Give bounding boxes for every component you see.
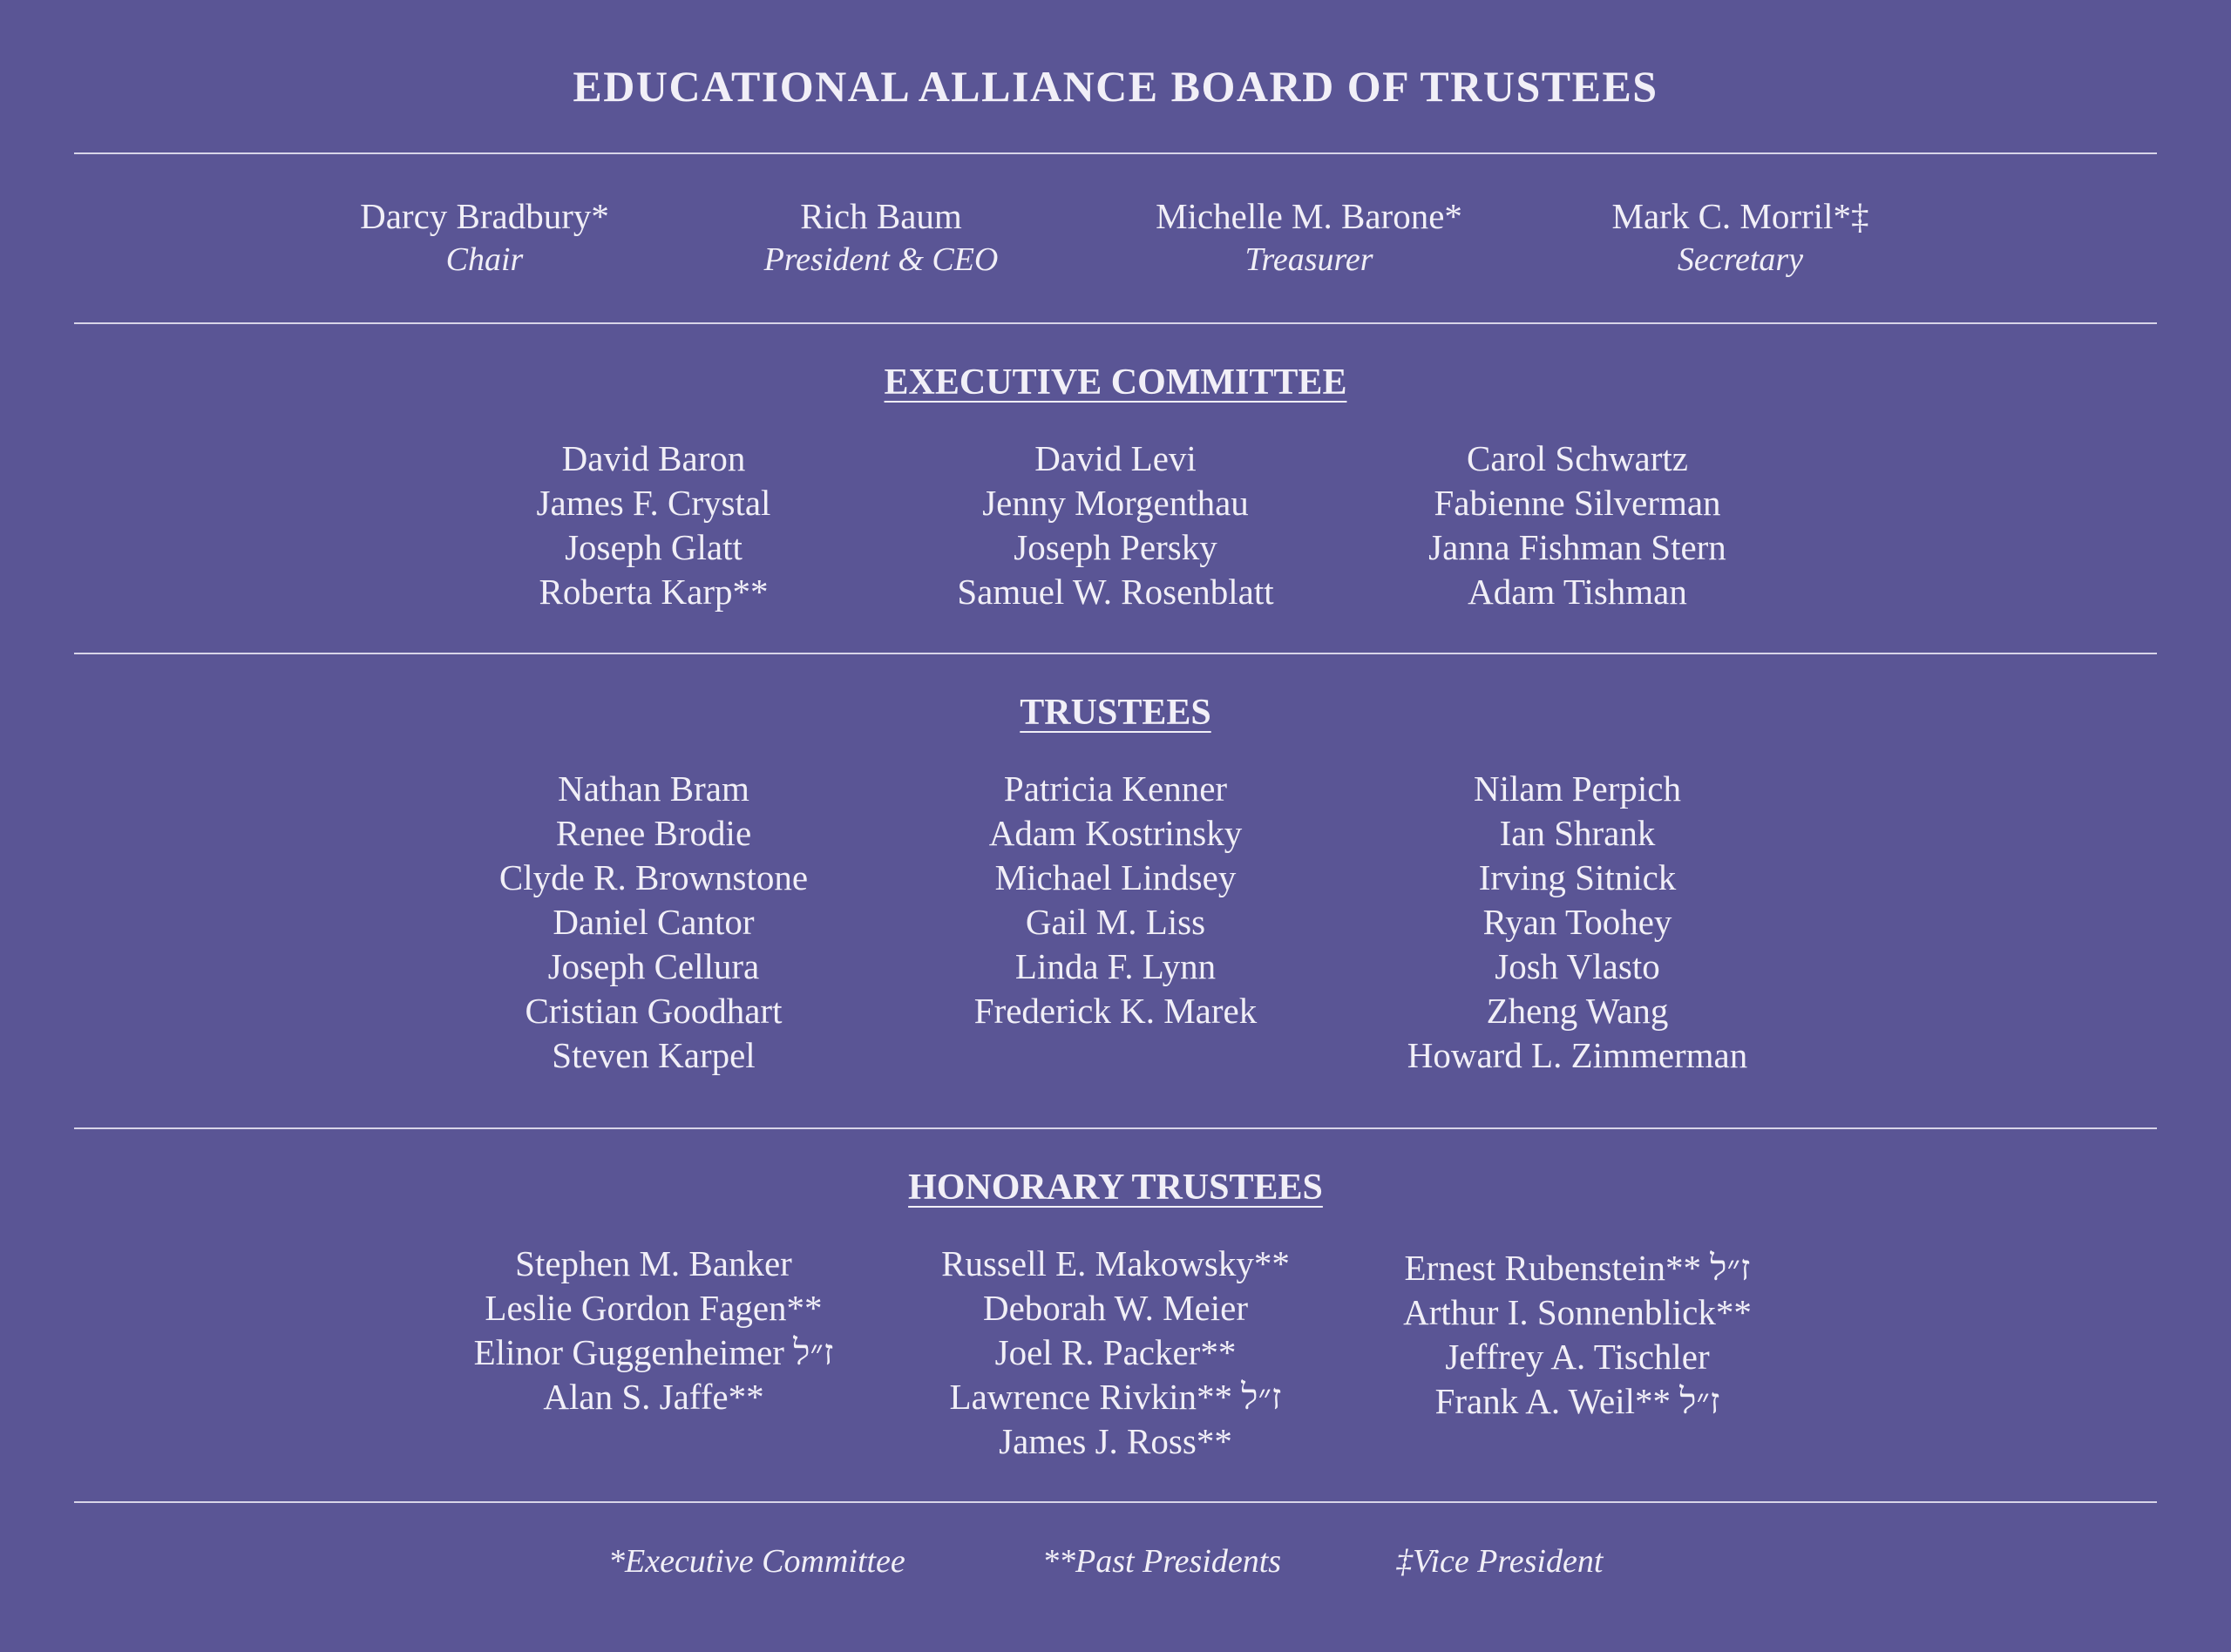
member-name: Frederick K. Marek bbox=[973, 991, 1258, 1031]
member-name: Joseph Persky bbox=[1014, 527, 1217, 567]
member-name: Ernest Rubenstein** ז״ל bbox=[1404, 1248, 1751, 1288]
member-name: Deborah W. Meier bbox=[983, 1288, 1248, 1328]
officer-role: Secretary bbox=[1677, 241, 1804, 278]
honorary-trustees-column-3 bbox=[1333, 1246, 1821, 1424]
member-name: Zheng Wang bbox=[1486, 991, 1669, 1031]
member-name: Alan S. Jaffe** bbox=[543, 1377, 764, 1417]
honorary-trustees-column-1 bbox=[410, 1242, 898, 1419]
honorary-trustees-column-2 bbox=[871, 1242, 1360, 1464]
divider bbox=[74, 1501, 2157, 1503]
section-heading-honorary-trustees: HONORARY TRUSTEES bbox=[908, 1168, 1323, 1208]
officer-role: Treasurer bbox=[1244, 241, 1373, 278]
member-name: Frank A. Weil** ז״ל bbox=[1434, 1381, 1720, 1421]
executive-committee-column-3 bbox=[1333, 437, 1821, 614]
member-name: David Baron bbox=[561, 438, 746, 478]
member-name: Renee Brodie bbox=[555, 813, 752, 853]
member-name: Adam Tishman bbox=[1468, 572, 1687, 612]
legend-past-presidents: **Past Presidents bbox=[1042, 1543, 1282, 1580]
executive-committee-column-1 bbox=[410, 437, 898, 614]
member-name: Steven Karpel bbox=[552, 1035, 756, 1075]
member-name: Irving Sitnick bbox=[1478, 857, 1677, 897]
member-name: Patricia Kenner bbox=[1003, 768, 1228, 809]
page-title: EDUCATIONAL ALLIANCE BOARD OF TRUSTEES bbox=[573, 62, 1658, 111]
member-name: Samuel W. Rosenblatt bbox=[957, 572, 1274, 612]
member-name: Howard L. Zimmerman bbox=[1407, 1035, 1748, 1075]
member-name: James J. Ross** bbox=[999, 1421, 1232, 1461]
member-name: Leslie Gordon Fagen** bbox=[485, 1288, 823, 1328]
section-heading-trustees: TRUSTEES bbox=[1020, 693, 1211, 733]
member-name: Lawrence Rivkin** ז״ל bbox=[949, 1377, 1282, 1417]
member-name: Joseph Cellura bbox=[547, 946, 760, 986]
member-name: Daniel Cantor bbox=[553, 902, 755, 942]
member-name: Adam Kostrinsky bbox=[988, 813, 1243, 853]
divider bbox=[74, 152, 2157, 154]
member-name: Joseph Glatt bbox=[565, 527, 743, 567]
officer-name: Mark C. Morril*‡ bbox=[1611, 196, 1869, 236]
member-name: Nilam Perpich bbox=[1474, 768, 1681, 809]
member-name: Gail M. Liss bbox=[1025, 902, 1206, 942]
member-name: Russell E. Makowsky** bbox=[941, 1243, 1290, 1283]
officer-name: Michelle M. Barone* bbox=[1156, 196, 1462, 236]
member-name: Ryan Toohey bbox=[1482, 902, 1672, 942]
trustees-column-2 bbox=[871, 767, 1360, 1033]
member-name: Linda F. Lynn bbox=[1014, 946, 1217, 986]
member-name: Elinor Guggenheimer ז״ל bbox=[473, 1332, 834, 1372]
officer-name: Rich Baum bbox=[800, 196, 962, 236]
member-name: David Levi bbox=[1034, 438, 1197, 478]
member-name: Ian Shrank bbox=[1499, 813, 1656, 853]
member-name: Clyde R. Brownstone bbox=[498, 857, 809, 897]
officer-president bbox=[672, 193, 1090, 281]
member-name: Joel R. Packer** bbox=[994, 1332, 1237, 1372]
member-name: Nathan Bram bbox=[558, 768, 749, 809]
trustees-column-3 bbox=[1333, 767, 1821, 1078]
divider bbox=[74, 1127, 2157, 1129]
member-name: Jenny Morgenthau bbox=[982, 483, 1249, 523]
section-heading-executive-committee: EXECUTIVE COMMITTEE bbox=[884, 362, 1347, 403]
executive-committee-column-2 bbox=[871, 437, 1360, 614]
member-name: Fabienne Silverman bbox=[1434, 483, 1721, 523]
trustees-column-1 bbox=[410, 767, 898, 1078]
member-name: Janna Fishman Stern bbox=[1428, 527, 1726, 567]
officer-chair bbox=[275, 193, 694, 281]
member-name: Michael Lindsey bbox=[994, 857, 1237, 897]
officer-name: Darcy Bradbury* bbox=[360, 196, 609, 236]
officer-role: President & CEO bbox=[763, 241, 999, 278]
legend-executive-committee: *Executive Committee bbox=[608, 1543, 905, 1580]
divider bbox=[74, 322, 2157, 324]
member-name: Jeffrey A. Tischler bbox=[1445, 1337, 1710, 1377]
member-name: Carol Schwartz bbox=[1467, 438, 1688, 478]
member-name: Cristian Goodhart bbox=[525, 991, 783, 1031]
member-name: Roberta Karp** bbox=[539, 572, 769, 612]
legend-vice-president: ‡Vice President bbox=[1396, 1543, 1604, 1580]
officer-secretary bbox=[1531, 193, 1950, 281]
member-name: Arthur I. Sonnenblick** bbox=[1403, 1292, 1752, 1332]
divider bbox=[74, 653, 2157, 654]
officer-role: Chair bbox=[445, 241, 524, 278]
officer-treasurer bbox=[1100, 193, 1518, 281]
member-name: James F. Crystal bbox=[536, 483, 771, 523]
member-name: Josh Vlasto bbox=[1495, 946, 1660, 986]
member-name: Stephen M. Banker bbox=[515, 1243, 792, 1283]
